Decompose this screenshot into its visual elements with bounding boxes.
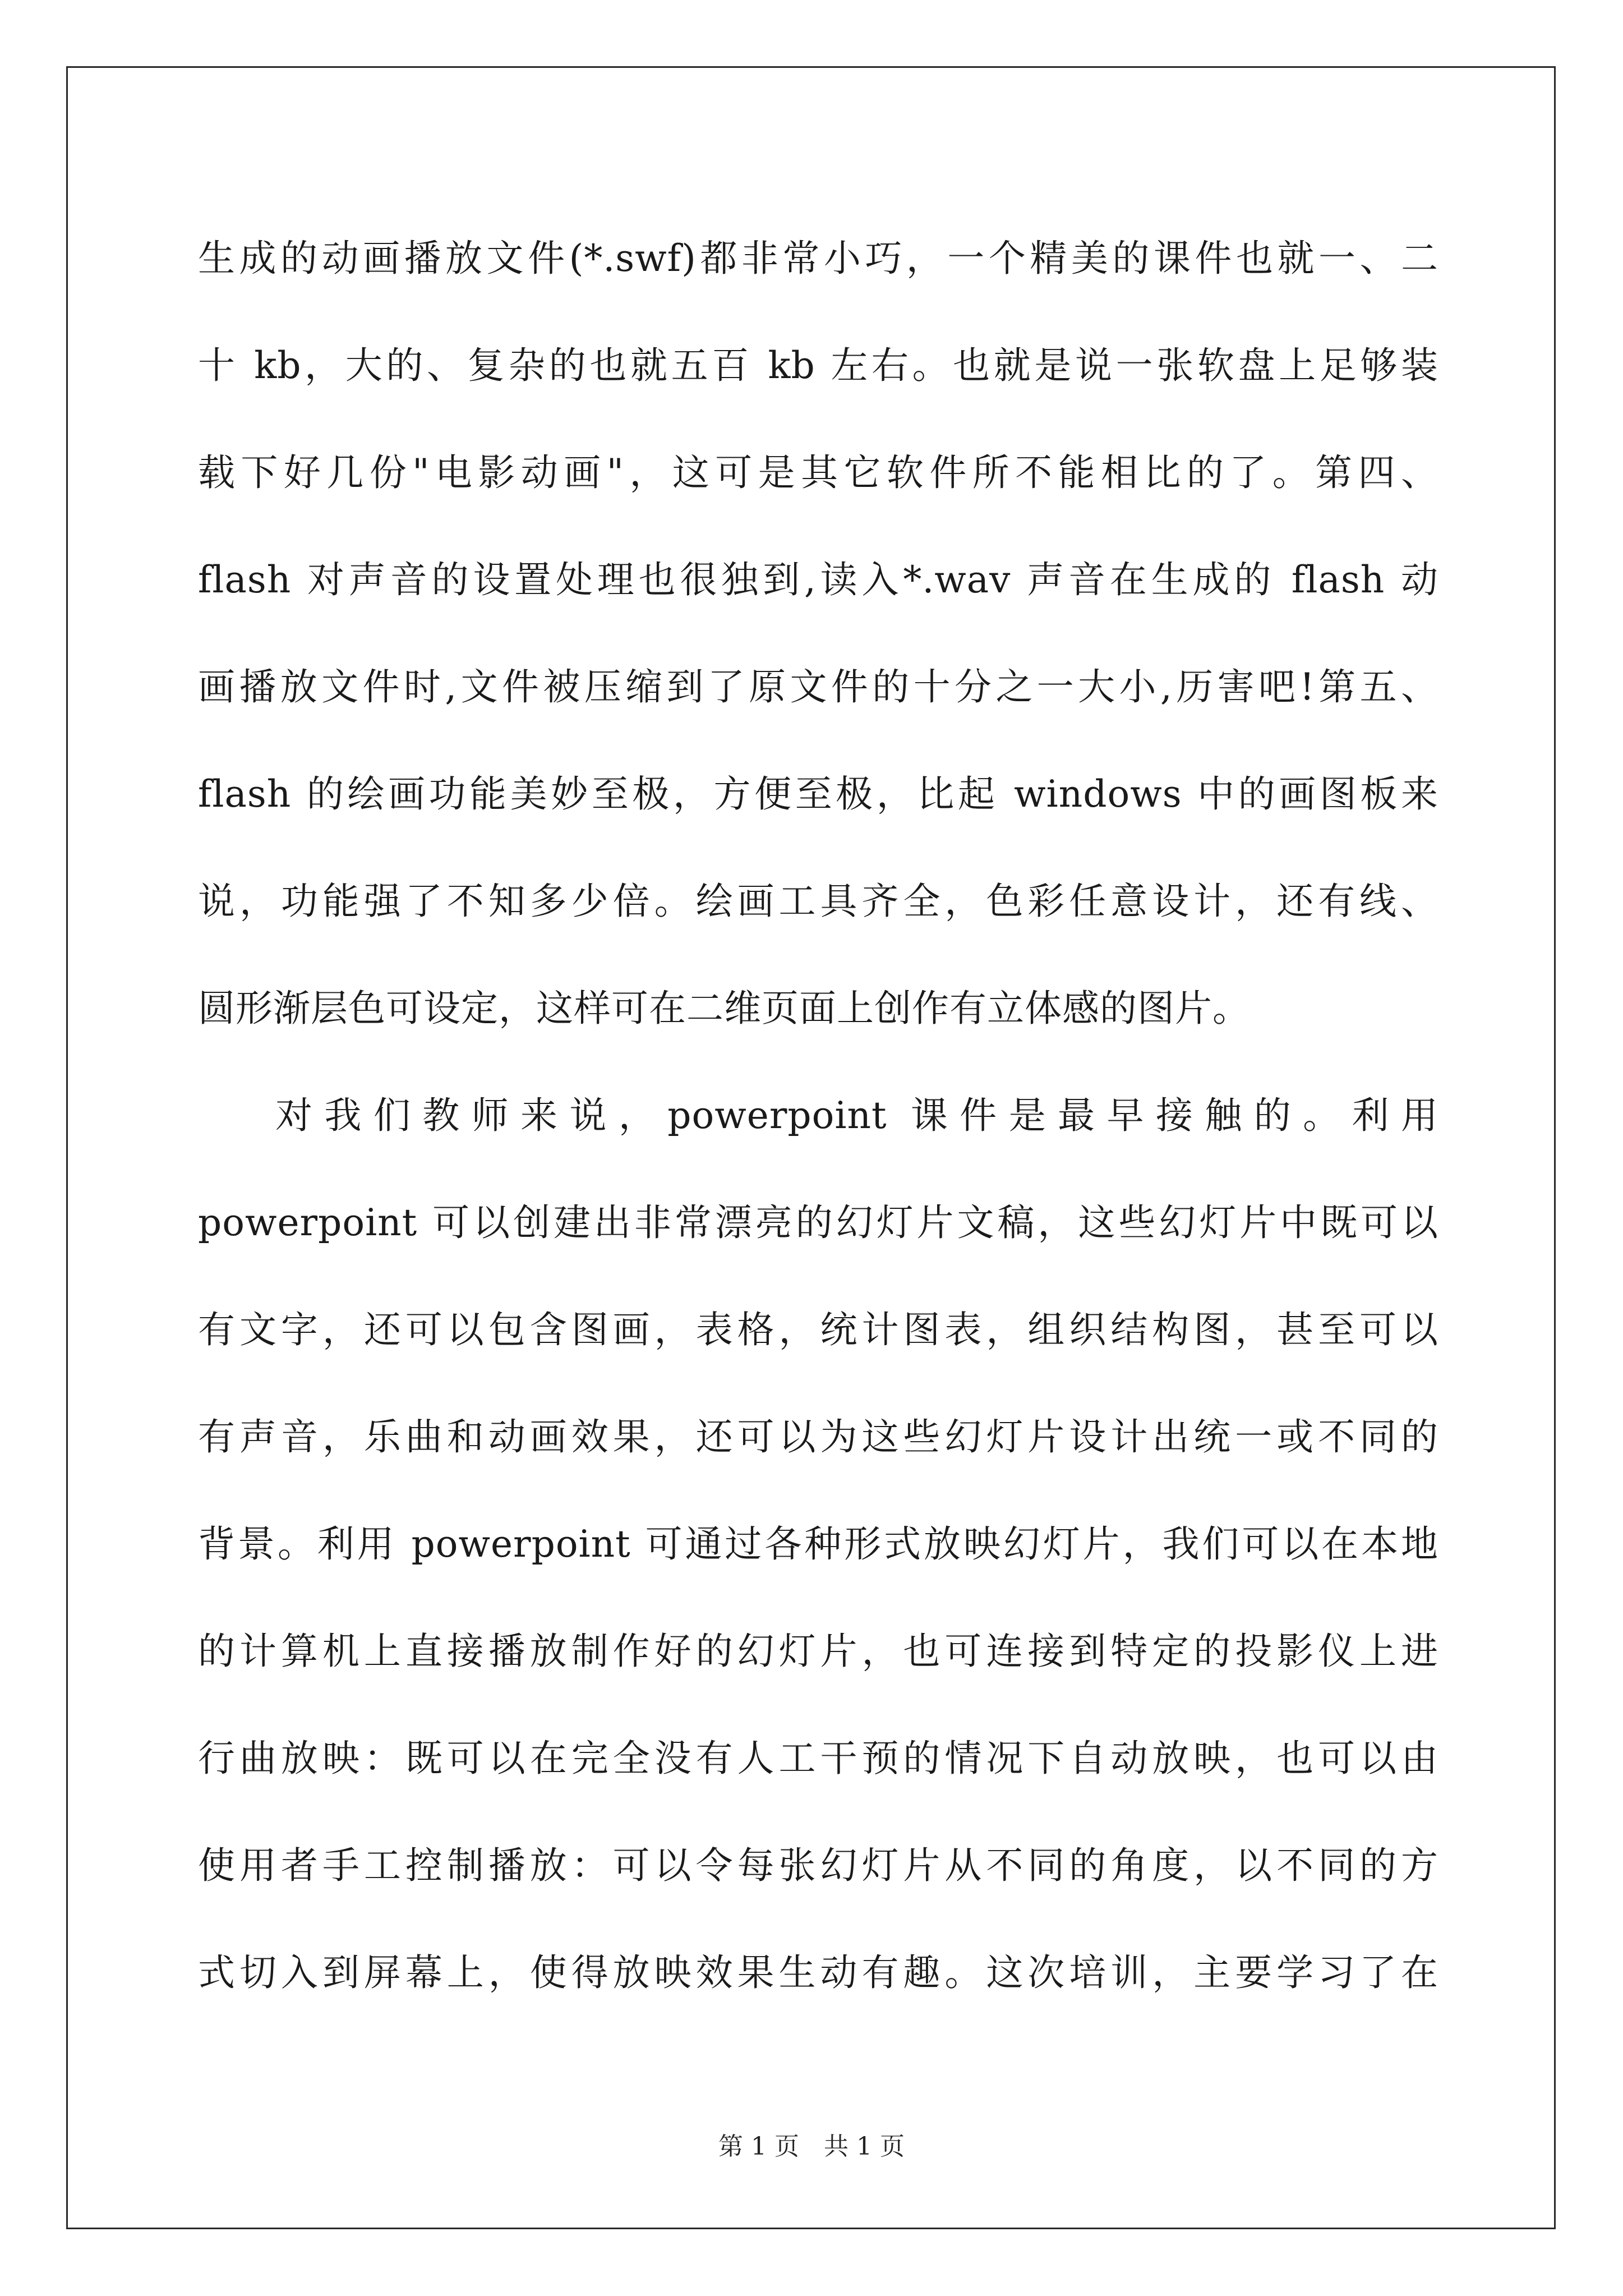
text-line: flash 对声音的设置处理也很独到,读入*.wav 声音在生成的 flash 动 xyxy=(198,558,1438,601)
text-line: 载下好几份"电影动画"，这可是其它软件所不能相比的了。第四、 xyxy=(198,451,1438,494)
text-line: 有声音，乐曲和动画效果，还可以为这些幻灯片设计出统一或不同的 xyxy=(198,1415,1438,1458)
text-line: 说，功能强了不知多少倍。绘画工具齐全，色彩任意设计，还有线、 xyxy=(198,880,1438,923)
page-number-footer: 第 1 页 共 1 页 xyxy=(718,2132,905,2161)
text-line: 使用者手工控制播放：可以令每张幻灯片从不同的角度，以不同的方 xyxy=(198,1844,1438,1887)
text-line: 行曲放映：既可以在完全没有人工干预的情况下自动放映，也可以由 xyxy=(198,1737,1438,1780)
text-line: 有文字，还可以包含图画，表格，统计图表，组织结构图，甚至可以 xyxy=(198,1308,1438,1351)
text-line: 十 kb，大的、复杂的也就五百 kb 左右。也就是说一张软盘上足够装 xyxy=(198,344,1438,387)
text-line: powerpoint 可以创建出非常漂亮的幻灯片文稿，这些幻灯片中既可以 xyxy=(198,1201,1438,1244)
text-line: 式切入到屏幕上，使得放映效果生动有趣。这次培训，主要学习了在 xyxy=(198,1951,1438,1994)
text-line: 背景。利用 powerpoint 可通过各种形式放映幻灯片，我们可以在本地 xyxy=(198,1522,1438,1566)
document-body xyxy=(198,205,1438,2026)
text-line: flash 的绘画功能美妙至极，方便至极，比起 windows 中的画图板来 xyxy=(198,772,1438,816)
text-line: 的计算机上直接播放制作好的幻灯片，也可连接到特定的投影仪上进 xyxy=(198,1630,1438,1673)
paragraph-end-line: 圆形渐层色可设定，这样可在二维页面上创作有立体感的图片。 xyxy=(198,987,1250,1030)
text-line: 画播放文件时,文件被压缩到了原文件的十分之一大小,历害吧!第五、 xyxy=(198,665,1438,708)
paragraph-start-line: 对我们教师来说，powerpoint 课件是最早接触的。利用 xyxy=(275,1094,1438,1137)
text-line: 生成的动画播放文件(*.swf)都非常小巧，一个精美的课件也就一、二 xyxy=(198,237,1438,280)
